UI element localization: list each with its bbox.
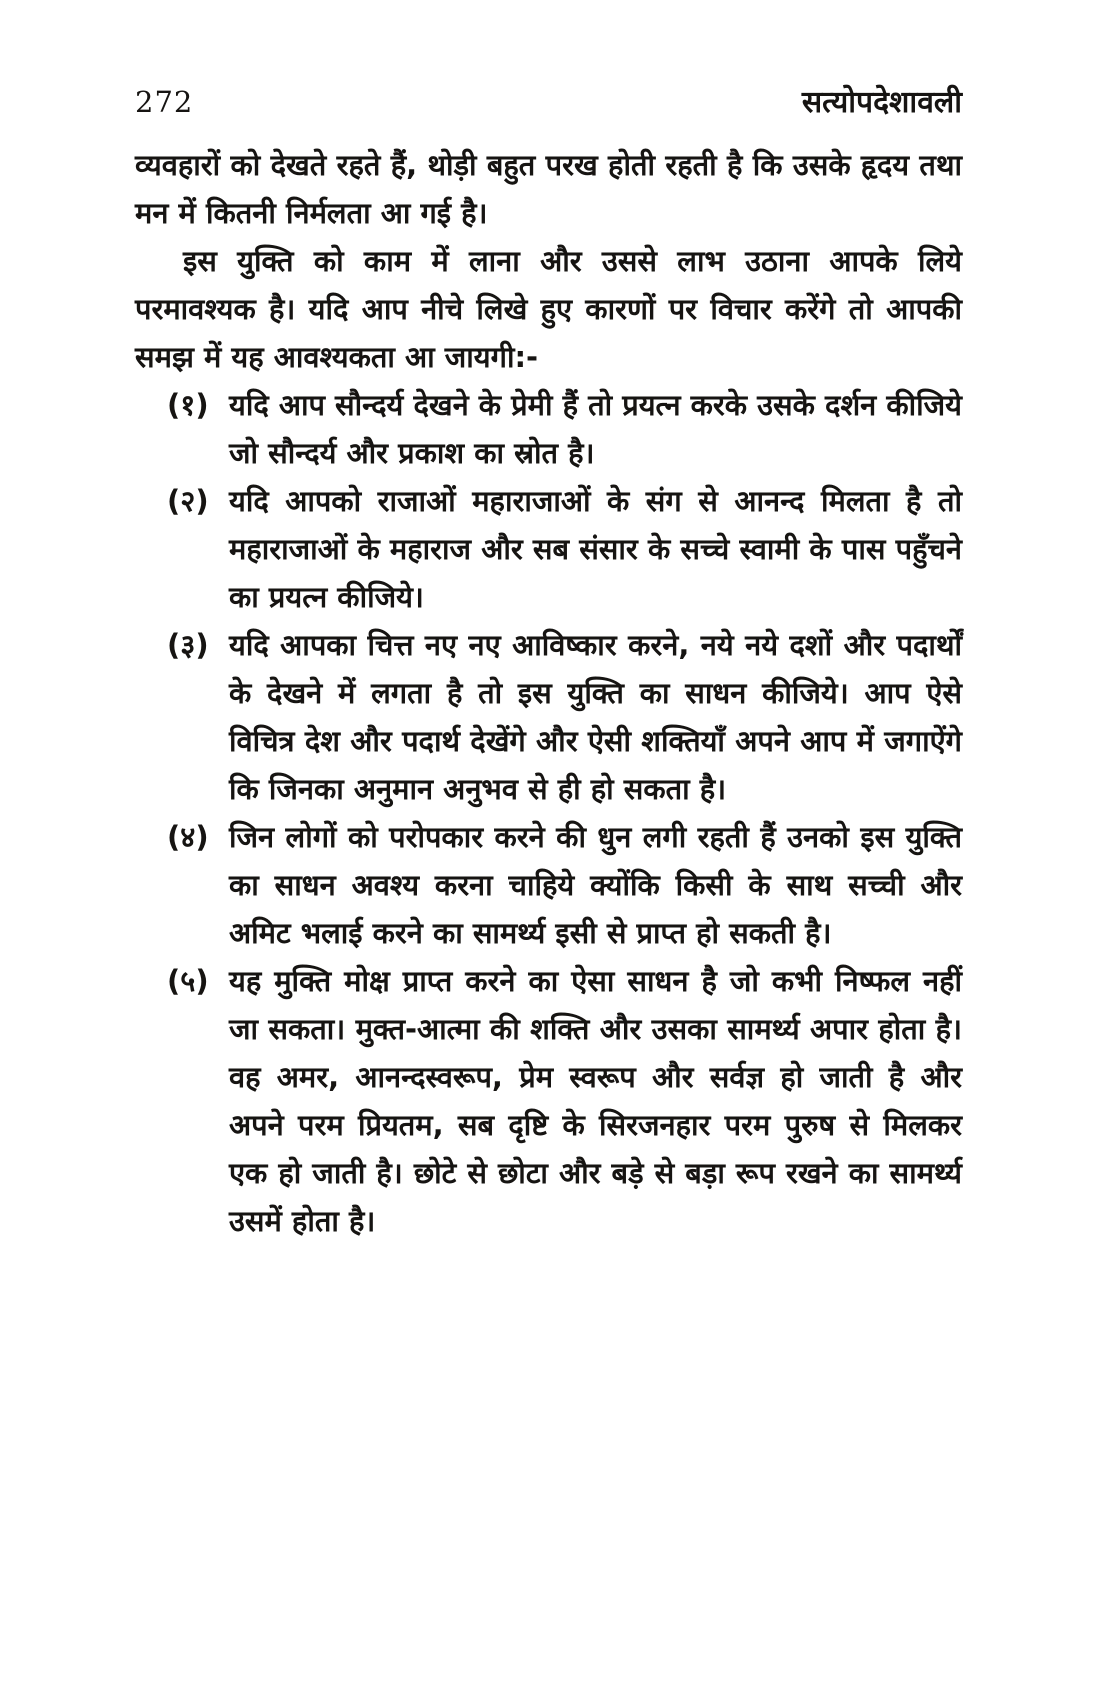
list-item-marker: (४): [167, 820, 209, 854]
list-item: [135, 477, 962, 621]
list-item-marker: (१): [167, 388, 209, 422]
list-item-text: यदि आपका चित्त नए नए आविष्कार करने, नये नये दशों और पदार्थों के देखने में लगता है तो इस युक्ति का साधन कीजिये। आप ऐसे विचित्र देश और पदार्थ देखेंगे और ऐसी शक्तियाँ अपने आप में जगाऐंगे कि जिनका अनुमान अनुभव से ही हो सकता है।: [229, 628, 962, 806]
list-item: [135, 813, 962, 957]
page-body: [135, 141, 962, 1245]
paragraph-intro: इस युक्ति को काम में लाना और उससे लाभ उठाना आपके लिये परमावश्यक है। यदि आप नीचे लिखे हुए कारणों पर विचार करेंगे तो आपकी समझ में यह आवश्यकता आ जायगी:-: [135, 244, 962, 374]
list-item-text: यह मुक्ति मोक्ष प्राप्त करने का ऐसा साधन है जो कभी निष्फल नहीं जा सकता। मुक्त-आत्मा की शक्ति और उसका सामर्थ्य अपार होता है। वह अमर, आनन्दस्वरूप, प्रेम स्वरूप और सर्वज्ञ हो जाती है और अपने परम प्रियतम, सब दृष्टि के सिरजनहार परम पुरुष से मिलकर एक हो जाती है। छोटे से छोटा और बड़े से बड़ा रूप रखने का सामर्थ्य उसमें होता है।: [229, 964, 962, 1238]
list-item-marker: (३): [167, 628, 209, 662]
list-item-text: जिन लोगों को परोपकार करने की धुन लगी रहती हैं उनको इस युक्ति का साधन अवश्य करना चाहिये क्योंकि किसी के साथ सच्ची और अमिट भलाई करने का सामर्थ्य इसी से प्राप्त हो सकती है।: [229, 820, 962, 950]
numbered-list: [135, 381, 962, 1245]
list-item: [135, 621, 962, 813]
list-item: [135, 957, 962, 1245]
list-item-text: यदि आप सौन्दर्य देखने के प्रेमी हैं तो प्रयत्न करके उसके दर्शन कीजिये जो सौन्दर्य और प्रकाश का स्रोत है।: [229, 388, 962, 470]
page-header: [135, 80, 962, 121]
list-item-text: यदि आपको राजाओं महाराजाओं के संग से आनन्द मिलता है तो महाराजाओं के महाराज और सब संसार के सच्चे स्वामी के पास पहुँचने का प्रयत्न कीजिये।: [229, 484, 962, 614]
list-item-marker: (५): [167, 964, 209, 998]
list-item-marker: (२): [167, 484, 209, 518]
paragraph-continuation: व्यवहारों को देखते रहते हैं, थोड़ी बहुत परख होती रहती है कि उसके हृदय तथा मन में कितनी निर्मलता आ गई है।: [135, 148, 962, 230]
page-number: 272: [135, 85, 194, 119]
book-title: सत्योपदेशावली: [801, 85, 962, 120]
list-item: [135, 381, 962, 477]
